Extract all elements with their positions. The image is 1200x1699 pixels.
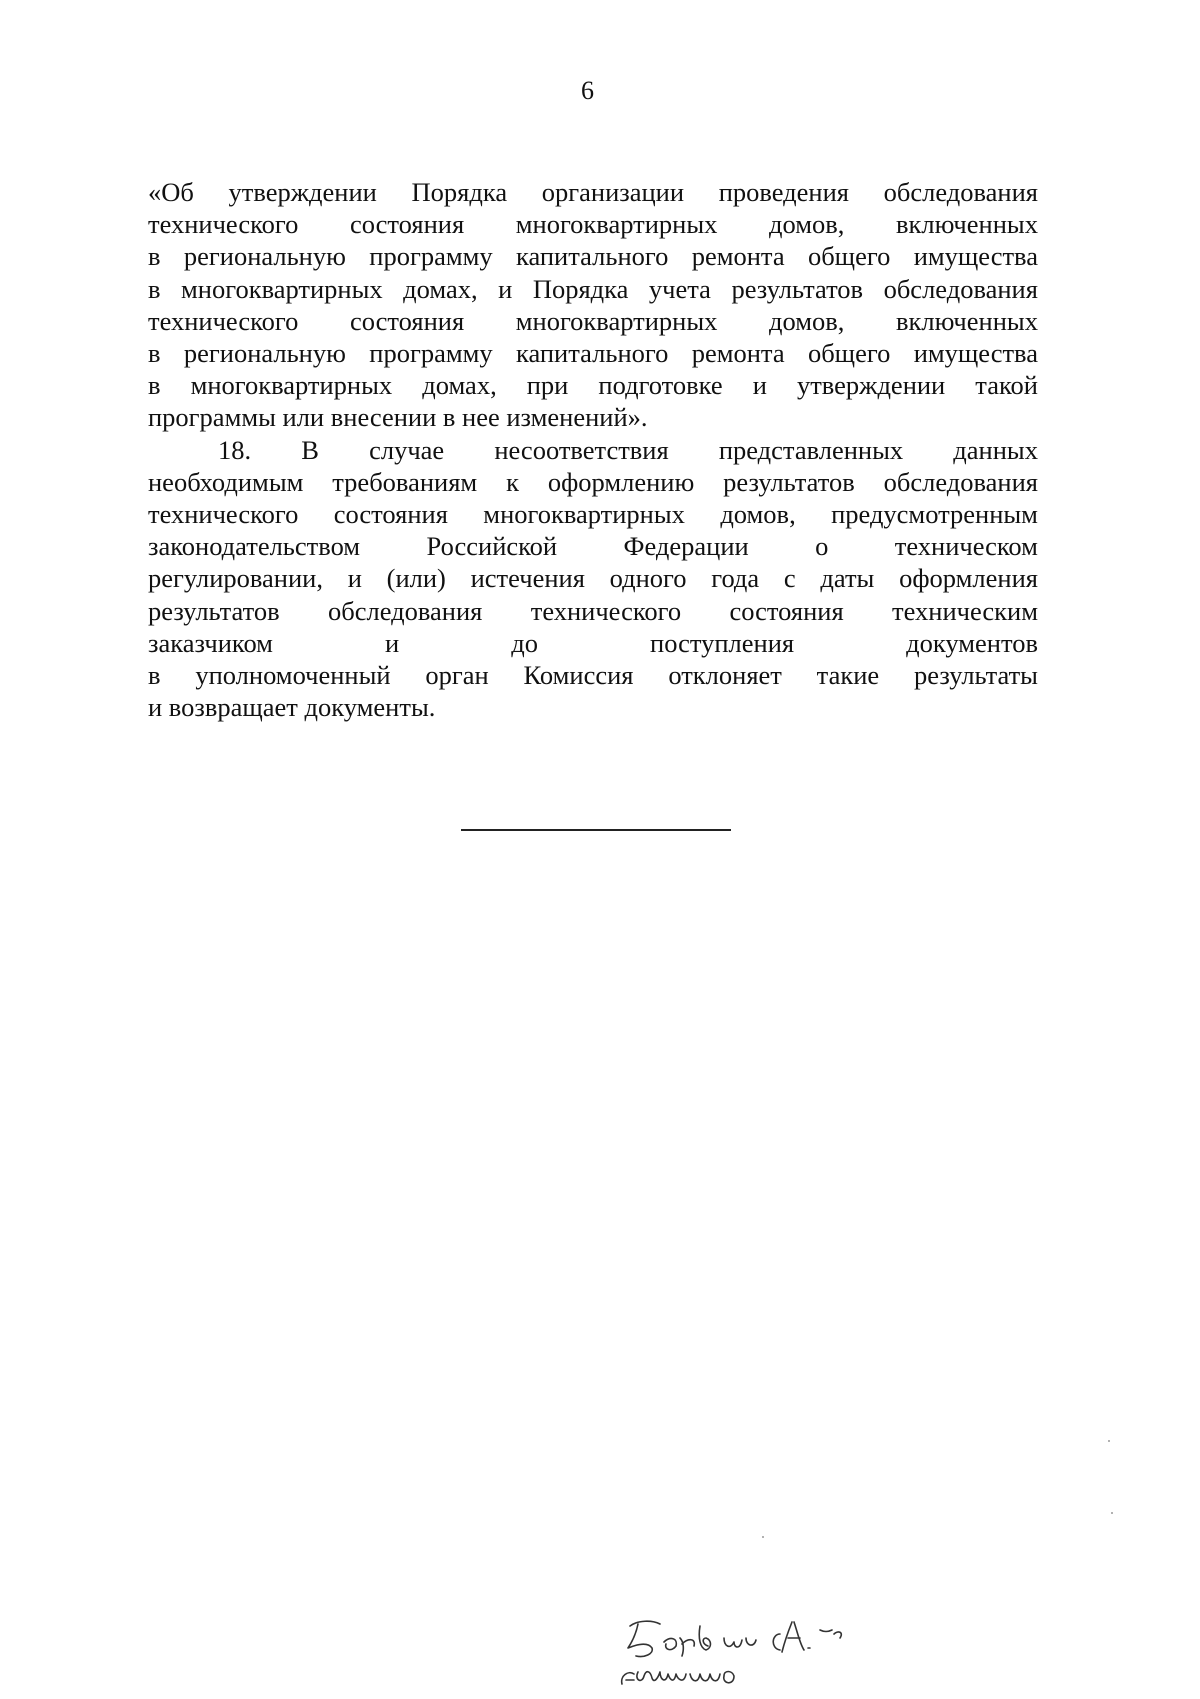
word: многоквартирных — [515, 305, 718, 336]
word: технического — [530, 595, 682, 626]
text-line — [148, 562, 1038, 594]
text-line — [148, 176, 1038, 208]
word: технического — [148, 305, 299, 336]
word: ремонта — [691, 338, 785, 369]
word: Комиссия — [523, 660, 634, 691]
word: такой — [975, 370, 1038, 401]
word: оформления — [899, 563, 1038, 594]
word: состояния — [333, 499, 448, 530]
word: имущества — [913, 338, 1038, 369]
text-line — [148, 305, 1038, 337]
word: данных — [953, 434, 1038, 465]
word: региональную — [183, 338, 346, 369]
word: программу — [369, 241, 493, 272]
text-line — [148, 434, 1038, 466]
word: общего — [807, 338, 891, 369]
word: утверждении — [228, 177, 377, 207]
text-line — [148, 240, 1038, 272]
word: многоквартирных — [483, 499, 685, 530]
scan-speck — [1108, 1440, 1110, 1442]
word: результатов — [723, 466, 855, 497]
text-line: программы или внесении в нее изменений». — [148, 402, 648, 433]
word: техническом — [894, 531, 1038, 562]
word: включенных — [896, 305, 1038, 336]
word: необходимым — [148, 466, 304, 497]
word: проведения — [718, 177, 849, 207]
text-line — [148, 337, 1038, 369]
word: общего — [807, 241, 891, 272]
word: технического — [148, 499, 299, 530]
paragraph-quote-continuation — [148, 176, 1038, 434]
word: организации — [541, 177, 685, 207]
text-line: и возвращает документы. — [148, 692, 436, 723]
text-line — [148, 627, 1038, 659]
word: в — [148, 370, 161, 401]
word: Порядка — [532, 273, 629, 304]
word: домах, — [403, 273, 478, 304]
word: обследования — [883, 177, 1038, 207]
word: включенных — [896, 209, 1038, 240]
word: Российской — [426, 531, 558, 562]
word: состояния — [349, 209, 465, 240]
word: 18. — [218, 434, 252, 465]
word: при — [526, 370, 569, 401]
word: домов, — [720, 499, 796, 530]
text-line — [148, 498, 1038, 530]
text-line — [148, 208, 1038, 240]
word: представленных — [718, 434, 904, 465]
word: результатов — [731, 273, 864, 304]
word: домов, — [769, 305, 845, 336]
word: В — [301, 434, 319, 465]
word: многоквартирных — [190, 370, 393, 401]
word: (или) — [386, 563, 446, 594]
word: технического — [148, 209, 299, 240]
word: о — [815, 531, 829, 562]
word: Федерации — [623, 531, 749, 562]
word: одного — [609, 563, 687, 594]
word: отклоняет — [668, 660, 782, 691]
word: поступления — [650, 627, 795, 658]
word: техническим — [892, 595, 1038, 626]
word: региональную — [183, 241, 346, 272]
word: обследования — [328, 595, 483, 626]
paragraph-item-18 — [148, 434, 1038, 724]
word: капитального — [515, 241, 669, 272]
word: обследования — [883, 466, 1038, 497]
word: оформлению — [547, 466, 695, 497]
handwritten-signature — [608, 1608, 888, 1694]
word: заказчиком — [148, 627, 273, 658]
word: года — [711, 563, 760, 594]
text-line — [148, 530, 1038, 562]
word: домах, — [422, 370, 497, 401]
word: в — [148, 273, 161, 304]
text-line — [148, 466, 1038, 498]
signature-scribble — [608, 1608, 888, 1694]
document-body — [148, 176, 1038, 723]
scan-speck — [762, 1536, 764, 1538]
page-number: 6 — [581, 76, 594, 105]
word: орган — [425, 660, 489, 691]
word: в — [148, 660, 161, 691]
word: состояния — [349, 305, 465, 336]
word: имущества — [913, 241, 1038, 272]
word: с — [783, 563, 796, 594]
word: законодательством — [148, 531, 361, 562]
word: предусмотренным — [831, 499, 1038, 530]
word: и — [385, 627, 400, 658]
word: документов — [906, 627, 1038, 658]
word: подготовке — [598, 370, 723, 401]
scan-speck — [1111, 1512, 1113, 1514]
word: и — [347, 563, 362, 594]
word: многоквартирных — [515, 209, 718, 240]
word: результатов — [148, 595, 280, 626]
word: до — [511, 627, 538, 658]
closing-rule — [461, 829, 731, 831]
word: многоквартирных — [181, 273, 383, 304]
word: регулировании, — [148, 563, 323, 594]
word: несоответствия — [494, 434, 669, 465]
word: результаты — [913, 660, 1038, 691]
word: в — [148, 338, 161, 369]
word: Порядка — [411, 177, 508, 207]
word: такие — [816, 660, 880, 691]
word: капитального — [515, 338, 669, 369]
word: в — [148, 241, 161, 272]
word: домов, — [769, 209, 845, 240]
word: и — [498, 273, 513, 304]
text-line — [148, 273, 1038, 305]
word: требованиям — [332, 466, 478, 497]
word: истечения — [470, 563, 585, 594]
text-line — [148, 595, 1038, 627]
word: даты — [820, 563, 875, 594]
word: и — [752, 370, 767, 401]
word: «Об — [148, 177, 194, 207]
text-line — [148, 659, 1038, 691]
word: учета — [648, 273, 711, 304]
word: состояния — [729, 595, 844, 626]
word: утверждении — [796, 370, 946, 401]
word: ремонта — [691, 241, 785, 272]
word: обследования — [883, 273, 1038, 304]
word: случае — [369, 434, 445, 465]
word: уполномоченный — [195, 660, 391, 691]
text-line — [148, 369, 1038, 401]
word: программу — [369, 338, 493, 369]
word: к — [506, 466, 519, 497]
